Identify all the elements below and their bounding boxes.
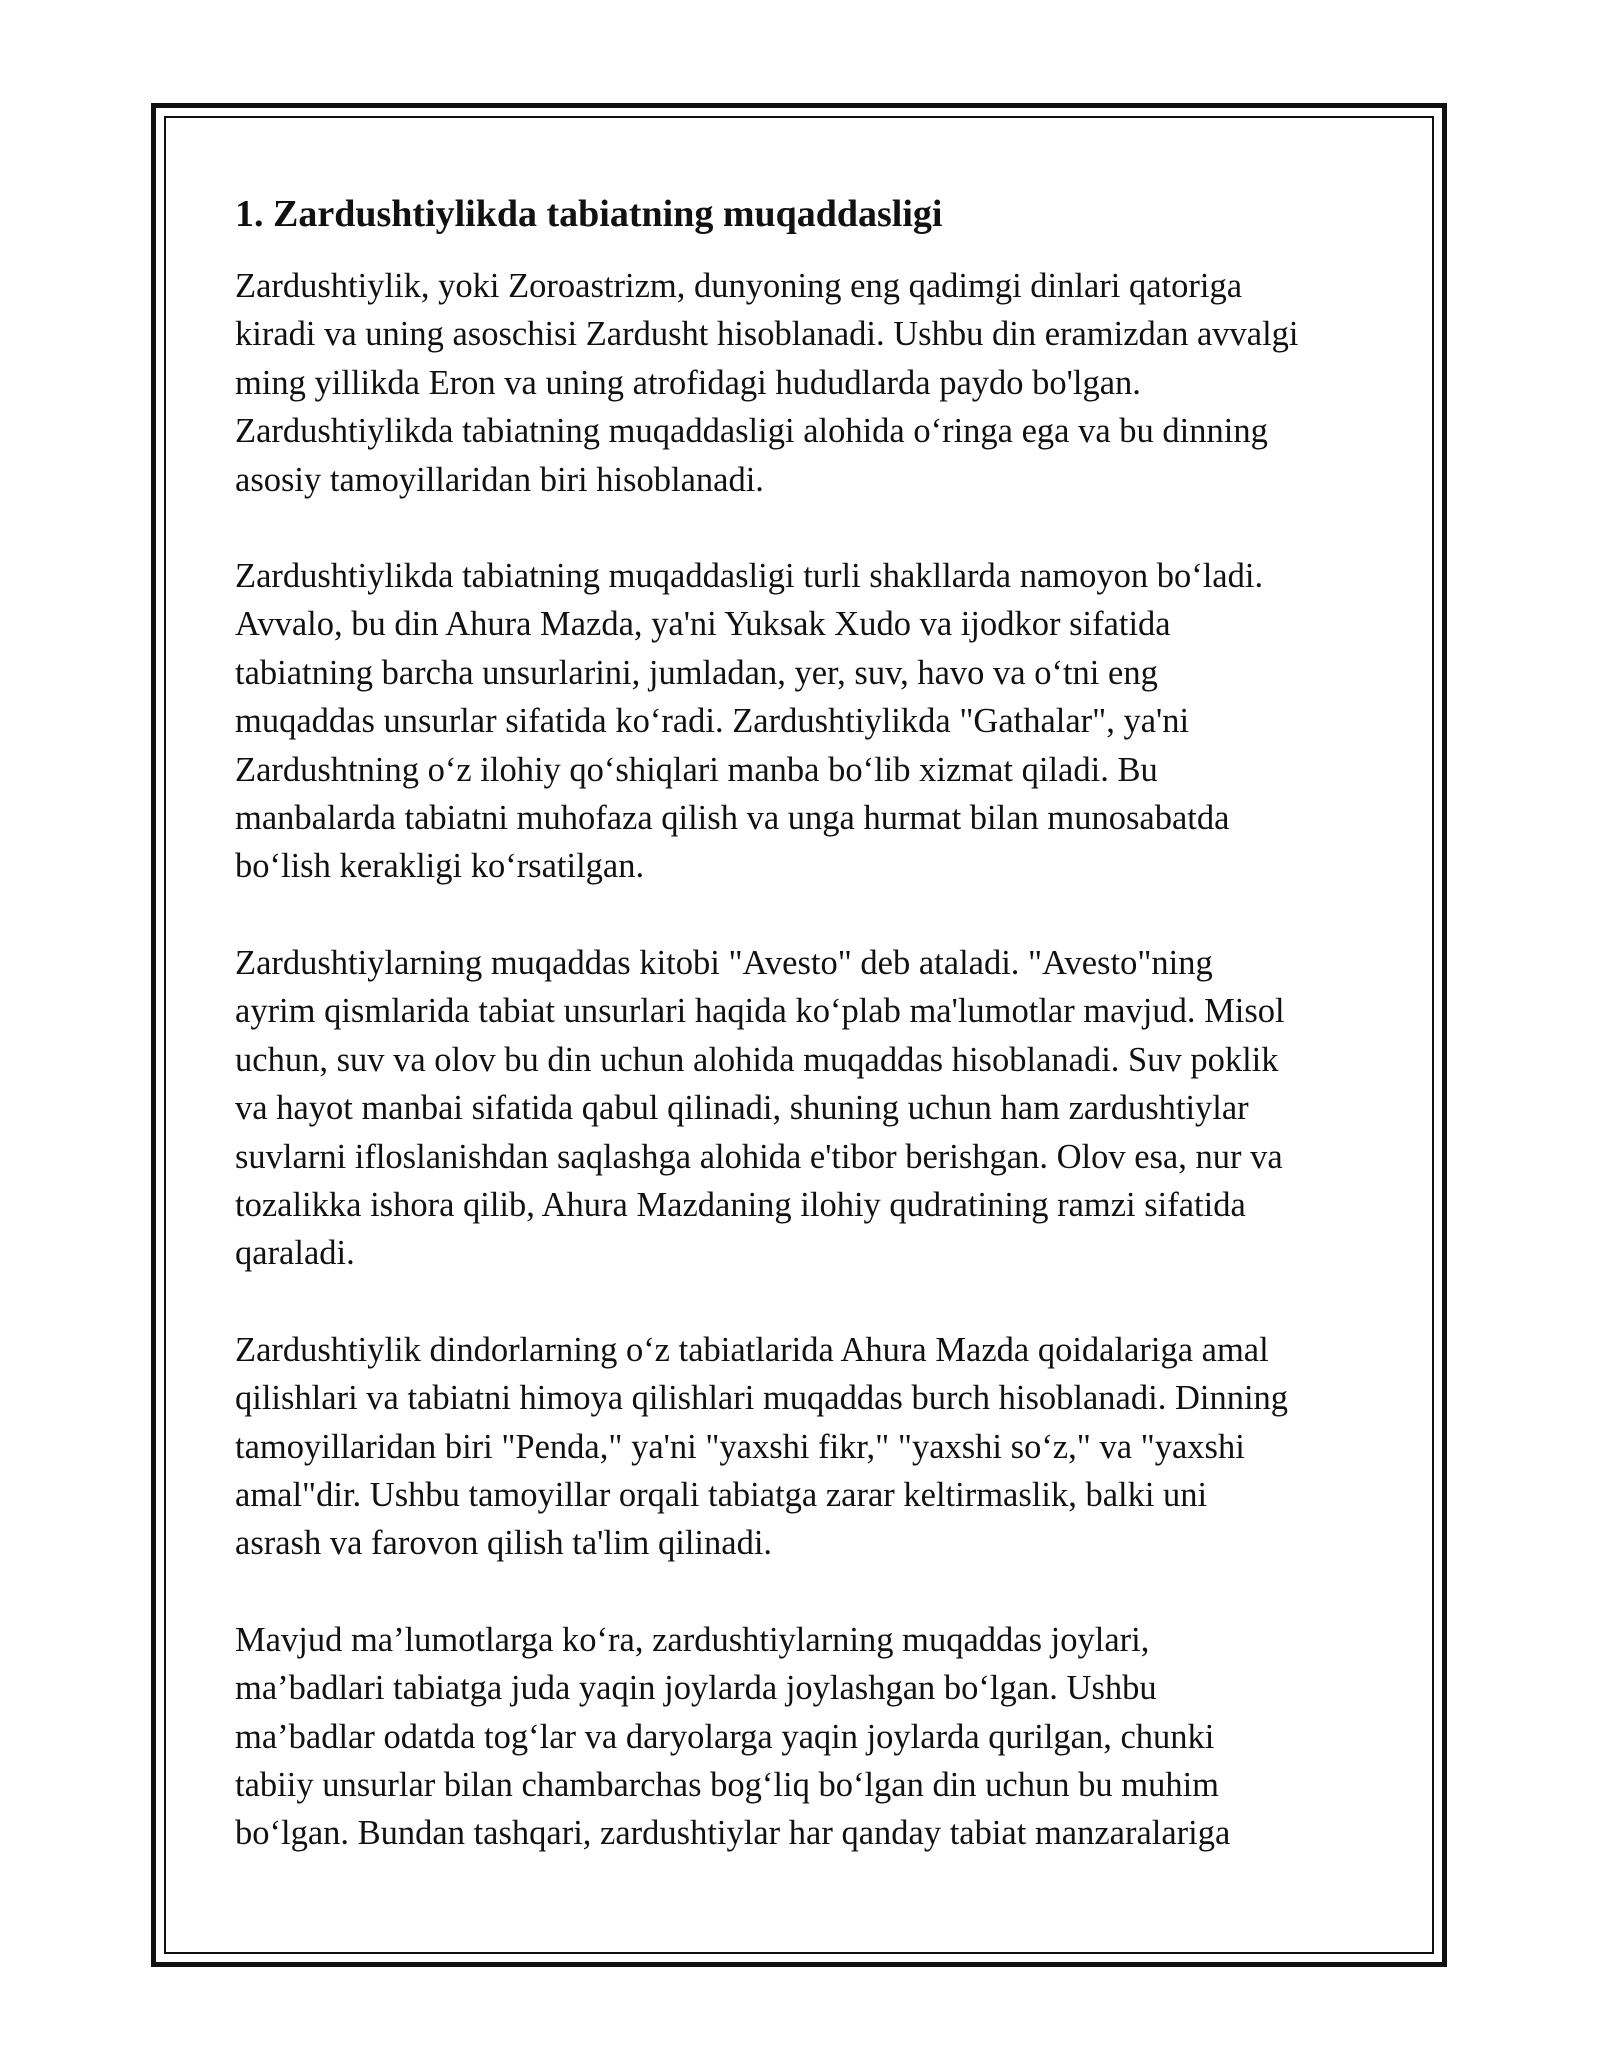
text-line: tamoyillaridan biri "Penda," ya'ni "yaxshi fikr," "yaxshi so‘z," va "yaxshi xyxy=(235,1427,1245,1466)
text-line: tabiiy unsurlar bilan chambarchas bog‘liq bo‘lgan din uchun bu muhim xyxy=(235,1765,1219,1804)
paragraph-3 xyxy=(235,939,1375,1278)
text-line: manbalarda tabiatni muhofaza qilish va unga hurmat bilan munosabatda xyxy=(235,799,1230,838)
paragraph-4 xyxy=(235,1326,1375,1568)
text-line: Zardushtiylik, yoki Zoroastrizm, dunyoning eng qadimgi dinlari qatoriga xyxy=(235,267,1243,305)
paragraph-2 xyxy=(235,552,1375,891)
paragraph-1 xyxy=(235,262,1375,504)
text-line: va hayot manbai sifatida qabul qilinadi, shuning uchun ham zardushtiylar xyxy=(235,1089,1249,1128)
text-line: Zardushtning o‘z ilohiy qo‘shiqlari manba bo‘lib xizmat qiladi. Bu xyxy=(235,750,1158,789)
text-line: Zardushtiylik dindorlarning o‘z tabiatlarida Ahura Mazda qoidalariga amal xyxy=(235,1330,1269,1369)
section-heading: 1. Zardushtiylikda tabiatning muqaddasligi xyxy=(235,193,943,235)
paragraph-5 xyxy=(235,1616,1375,1858)
text-line: uchun, suv va olov bu din uchun alohida muqaddas hisoblanadi. Suv poklik xyxy=(235,1040,1279,1079)
text-line: ayrim qismlarida tabiat unsurlari haqida ko‘plab ma'lumotlar mavjud. Misol xyxy=(235,992,1285,1031)
text-line: bo‘lgan. Bundan tashqari, zardushtiylar har qanday tabiat manzaralariga xyxy=(235,1814,1231,1853)
text-line: asrash va farovon qilish ta'lim qilinadi. xyxy=(235,1524,773,1563)
text-line: Mavjud ma’lumotlarga ko‘ra, zardushtiylarning muqaddas joylari, xyxy=(235,1620,1150,1659)
text-line: ma’badlari tabiatga juda yaqin joylarda joylashgan bo‘lgan. Ushbu xyxy=(235,1669,1157,1708)
text-line: ming yillikda Eron va uning atrofidagi hududlarda paydo bo'lgan. xyxy=(235,363,1141,402)
text-line: Zardushtiylikda tabiatning muqaddasligi alohida o‘ringa ega va bu dinning xyxy=(235,412,1268,451)
text-line: amal"dir. Ushbu tamoyillar orqali tabiatga zarar keltirmaslik, balki uni xyxy=(235,1475,1208,1514)
text-line: ma’badlar odatda tog‘lar va daryolarga yaqin joylarda qurilgan, chunki xyxy=(235,1717,1215,1756)
text-line: bo‘lish kerakligi ko‘rsatilgan. xyxy=(235,847,645,886)
text-line: suvlarni ifloslanishdan saqlashga alohida e'tibor berishgan. Olov esa, nur va xyxy=(235,1137,1283,1176)
text-line: muqaddas unsurlar sifatida ko‘radi. Zardushtiylikda "Gathalar", ya'ni xyxy=(235,702,1190,741)
text-line: kiradi va uning asoschisi Zardusht hisoblanadi. Ushbu din eramizdan avvalgi xyxy=(235,315,1299,354)
text-line: qilishlari va tabiatni himoya qilishlari muqaddas burch hisoblanadi. Dinning xyxy=(235,1379,1289,1418)
text-line: tabiatning barcha unsurlarini, jumladan, yer, suv, havo va o‘tni eng xyxy=(235,653,1158,692)
text-line: Zardushtiylarning muqaddas kitobi "Avesto" deb ataladi. "Avesto"ning xyxy=(235,943,1213,982)
text-line: qaraladi. xyxy=(235,1234,355,1273)
text-line: Zardushtiylikda tabiatning muqaddasligi turli shakllarda namoyon bo‘ladi. xyxy=(235,557,1264,596)
text-line: Avvalo, bu din Ahura Mazda, ya'ni Yuksak Xudo va ijodkor sifatida xyxy=(235,605,1171,644)
document-body xyxy=(235,190,1375,1906)
text-line: asosiy tamoyillaridan biri hisoblanadi. xyxy=(235,460,764,499)
text-line: tozalikka ishora qilib, Ahura Mazdaning ilohiy qudratining ramzi sifatida xyxy=(235,1185,1246,1224)
